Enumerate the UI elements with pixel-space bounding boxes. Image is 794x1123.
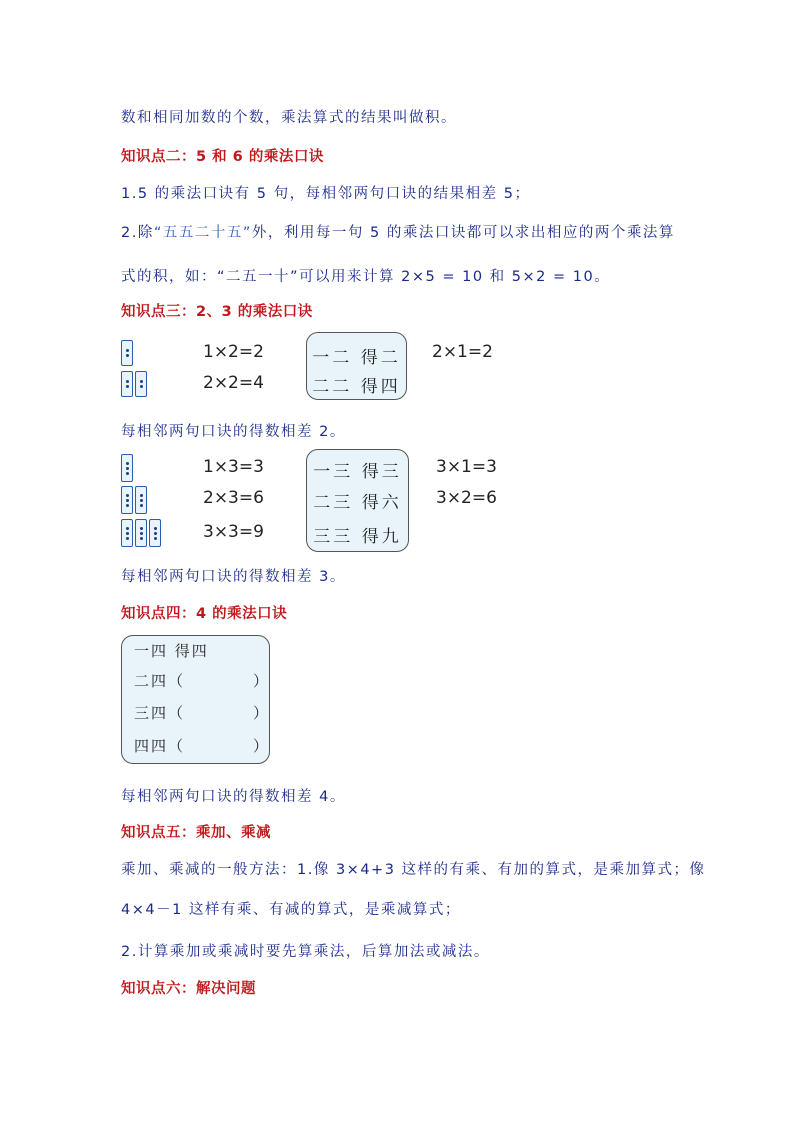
dot-card-group-3x3 bbox=[121, 519, 161, 547]
swapped-equation: 3×2=6 bbox=[436, 488, 497, 508]
heading-knowledge-point-4: 知识点四：4 的乘法口诀 bbox=[121, 606, 288, 622]
dot-card bbox=[121, 371, 133, 397]
quoted-verse: “五五二十五” bbox=[153, 225, 252, 241]
dot-card bbox=[135, 371, 147, 397]
equation: 2×2=4 bbox=[203, 373, 264, 393]
verse: 三三 得九 bbox=[313, 527, 402, 547]
equation: 2×3=6 bbox=[203, 488, 264, 508]
equation: 1×3=3 bbox=[203, 457, 264, 477]
dot-card-group-1x3 bbox=[121, 454, 133, 482]
dot-card bbox=[149, 519, 161, 547]
dot-card bbox=[135, 486, 147, 514]
dot-card bbox=[135, 519, 147, 547]
swapped-equation: 2×1=2 bbox=[432, 342, 493, 362]
paragraph-order-of-operations: 2.计算乘加或乘减时要先算乘法，后算加法或减法。 bbox=[121, 944, 490, 960]
verse-blank: 三四（ ） bbox=[134, 704, 271, 722]
verse: 二三 得六 bbox=[313, 493, 402, 513]
verse-box-2 bbox=[306, 332, 407, 400]
paragraph-diff-2: 每相邻两句口诀的得数相差 2。 bbox=[121, 424, 346, 440]
verse: 一四 得四 bbox=[134, 642, 209, 660]
paragraph-diff-4: 每相邻两句口诀的得数相差 4。 bbox=[121, 789, 346, 805]
verse-box-3 bbox=[306, 449, 409, 552]
equation: 1×2=2 bbox=[203, 342, 264, 362]
verse: 一三 得三 bbox=[313, 462, 402, 482]
heading-knowledge-point-5: 知识点五：乘加、乘减 bbox=[121, 825, 271, 841]
verse: 一二 得二 bbox=[312, 348, 401, 368]
paragraph-diff-3: 每相邻两句口诀的得数相差 3。 bbox=[121, 569, 346, 585]
dot-card bbox=[121, 486, 133, 514]
paragraph-5-table-example: 式的积，如：“二五一十”可以用来计算 2×5 = 10 和 5×2 = 10。 bbox=[121, 269, 611, 285]
equation: 3×3=9 bbox=[203, 522, 264, 542]
dot-card bbox=[121, 519, 133, 547]
verse-box-4 bbox=[121, 635, 270, 764]
dot-card bbox=[121, 454, 133, 482]
paragraph-multiply-add: 乘加、乘减的一般方法：1.像 3×4+3 这样的有乘、有加的算式，是乘加算式；像 bbox=[121, 862, 706, 878]
dot-card bbox=[121, 340, 133, 366]
heading-knowledge-point-3: 知识点三：2、3 的乘法口诀 bbox=[121, 304, 313, 320]
dot-card-group-1x2 bbox=[121, 340, 133, 366]
verse: 二二 得四 bbox=[312, 377, 401, 397]
verse-blank: 四四（ ） bbox=[134, 737, 271, 755]
paragraph-5-table-use: 2.除“五五二十五”外，利用每一句 5 的乘法口诀都可以求出相应的两个乘法算 bbox=[121, 225, 675, 241]
paragraph-product-definition: 数和相同加数的个数，乘法算式的结果叫做积。 bbox=[121, 110, 457, 126]
dot-card-group-2x3 bbox=[121, 486, 147, 514]
paragraph-5-table-count: 1.5 的乘法口诀有 5 句，每相邻两句口诀的结果相差 5； bbox=[121, 186, 531, 202]
heading-knowledge-point-6: 知识点六：解决问题 bbox=[121, 981, 256, 997]
heading-knowledge-point-2: 知识点二：5 和 6 的乘法口诀 bbox=[121, 149, 324, 165]
paragraph-multiply-subtract: 4×4－1 这样有乘、有减的算式，是乘减算式； bbox=[121, 902, 461, 918]
dot-card-group-2x2 bbox=[121, 371, 147, 397]
verse-blank: 二四（ ） bbox=[134, 672, 271, 690]
swapped-equation: 3×1=3 bbox=[436, 457, 497, 477]
